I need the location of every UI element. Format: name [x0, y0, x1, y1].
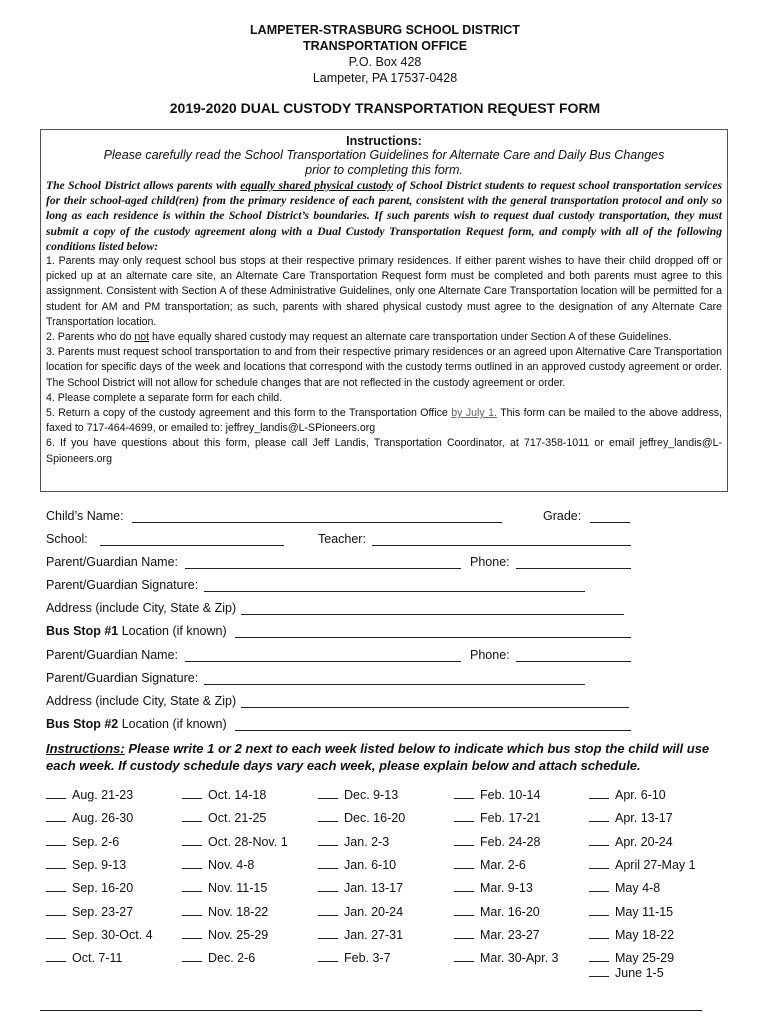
week-stop-input[interactable]: [454, 905, 474, 916]
week-row: [182, 881, 267, 895]
teacher-label: Teacher:: [318, 532, 366, 546]
week-stop-input[interactable]: [182, 788, 202, 799]
week-label: Oct. 28-Nov. 1: [208, 834, 288, 849]
week-row: [318, 905, 403, 919]
week-row: [589, 881, 660, 895]
week-row: [454, 788, 540, 802]
week-stop-input[interactable]: [318, 928, 338, 939]
week-row: [46, 951, 122, 965]
city-address: Lampeter, PA 17537-0428: [312, 71, 458, 85]
week-stop-input[interactable]: [46, 905, 66, 916]
condition-6: 6. If you have questions about this form, please call Jeff Landis, Transportation Coordinator, at 717-358-1011 or email jeffrey_landis@L-Spioneers.org: [46, 437, 722, 465]
week-label: Aug. 26-30: [72, 811, 134, 826]
week-label: Apr. 20-24: [615, 834, 673, 849]
week-row: [182, 835, 288, 849]
week-row: [46, 928, 153, 942]
phone1-label: Phone:: [470, 555, 510, 569]
week-label: Oct. 14-18: [208, 788, 267, 802]
week-stop-input[interactable]: [182, 811, 202, 822]
explanation-line[interactable]: [40, 1010, 702, 1011]
address2-input[interactable]: [241, 707, 629, 708]
week-stop-input[interactable]: [182, 928, 202, 939]
week-stop-input[interactable]: [318, 811, 338, 822]
week-stop-input[interactable]: [46, 788, 66, 799]
week-label: Nov. 4-8: [208, 857, 255, 872]
week-label: Jan. 27-31: [344, 927, 404, 942]
condition-2: 2. Parents who do not have equally shared custody may request an alternate care transportation under Section A of these Guidelines.: [46, 331, 672, 344]
bus-stop1-input[interactable]: [235, 637, 631, 638]
week-stop-input[interactable]: [182, 881, 202, 892]
week-row: [318, 858, 396, 872]
week-stop-input[interactable]: [454, 928, 474, 939]
week-row: [318, 788, 398, 802]
teacher-input[interactable]: [372, 545, 631, 546]
form-title: 2019-2020 DUAL CUSTODY TRANSPORTATION REQUEST FORM: [169, 100, 601, 116]
week-row: [454, 858, 526, 872]
week-row: [182, 951, 255, 965]
week-stop-input[interactable]: [318, 858, 338, 869]
week-row: [454, 835, 540, 849]
instructions-intro-1: Please carefully read the School Transportation Guidelines for Alternate Care and Daily Bus Changes: [103, 148, 665, 162]
week-row: [318, 951, 391, 965]
week-label: Mar. 9-13: [480, 881, 533, 896]
week-label: May 18-22: [615, 927, 675, 942]
week-label: Sep. 30-Oct. 4: [72, 927, 153, 942]
po-box: P.O. Box 428: [348, 55, 422, 69]
week-label: Dec. 2-6: [208, 951, 256, 966]
week-stop-input[interactable]: [46, 858, 66, 869]
week-label: Oct. 21-25: [208, 811, 267, 826]
week-stop-input[interactable]: [46, 835, 66, 846]
week-stop-input[interactable]: [182, 835, 202, 846]
policy-paragraph: The School District allows parents with equally shared physical custody of School District students to request school transportation services for their school-aged child(ren) from the primary residence of each parent, consistent with the general transportation protocol and only so long as each residence is within the School District’s boundaries. If such parents wish to request dual custody transportation, they must submit a copy of the custody agreement along with a Dual Custody Transportation Request form, and comply with all of the following conditions listed below:: [46, 179, 722, 253]
school-label: School:: [46, 532, 88, 546]
week-stop-input[interactable]: [454, 835, 474, 846]
week-stop-input[interactable]: [46, 811, 66, 822]
week-label: Jan. 20-24: [344, 904, 404, 919]
week-label: Jan. 13-17: [344, 881, 404, 896]
condition-3: 3. Parents must request school transportation to and from their respective primary residences or an agreed upon Alternative Care Transportation location for specific days of the week and locations that correspond with the custody terms outlined in an approved custody agreement or order. The School District will not allow for schedule changes that are not reflected in the custody agreement or order.: [46, 346, 722, 389]
grade-input[interactable]: [590, 522, 630, 523]
week-row: [318, 835, 389, 849]
week-label: Nov. 18-22: [208, 904, 269, 919]
office-name: TRANSPORTATION OFFICE: [302, 39, 468, 53]
week-row: [46, 881, 133, 895]
parent2-name-label: Parent/Guardian Name:: [46, 648, 179, 662]
parent1-name-label: Parent/Guardian Name:: [46, 555, 179, 569]
week-row: [182, 928, 268, 942]
week-row: [46, 858, 126, 872]
week-stop-input[interactable]: [589, 966, 609, 977]
week-stop-input[interactable]: [318, 835, 338, 846]
address2-label: Address (include City, State & Zip): [46, 694, 237, 708]
week-stop-input[interactable]: [318, 788, 338, 799]
week-stop-input[interactable]: [46, 881, 66, 892]
week-label: Feb. 24-28: [480, 834, 541, 849]
week-label: Nov. 25-29: [208, 927, 269, 942]
week-label: Mar. 23-27: [480, 927, 540, 942]
week-label: Jan. 2-3: [344, 834, 390, 849]
week-label: June 1-5: [615, 966, 664, 981]
week-row: [46, 811, 133, 825]
week-stop-input[interactable]: [318, 905, 338, 916]
child-name-input[interactable]: [132, 522, 502, 523]
week-label: Feb. 10-14: [480, 788, 541, 802]
week-row: [589, 966, 664, 980]
week-row: [454, 811, 540, 825]
week-row: [182, 858, 254, 872]
parent2-signature-input[interactable]: [204, 684, 585, 685]
week-row: [318, 811, 405, 825]
week-label: May 4-8: [615, 881, 661, 896]
week-stop-input[interactable]: [589, 858, 609, 869]
week-label: May 11-15: [615, 904, 674, 919]
parent1-signature-input[interactable]: [204, 591, 585, 592]
week-row: [589, 858, 696, 872]
bus-stop1-label: Bus Stop #1 Location (if known): [46, 624, 227, 638]
week-stop-input[interactable]: [46, 928, 66, 939]
week-label: Sep. 2-6: [72, 834, 120, 849]
parent2-name-input[interactable]: [185, 661, 461, 662]
week-row: [318, 928, 403, 942]
week-label: Apr. 6-10: [615, 788, 666, 802]
week-stop-input[interactable]: [454, 788, 474, 799]
address1-input[interactable]: [241, 614, 624, 615]
week-stop-input[interactable]: [589, 835, 609, 846]
week-label: Oct. 7-11: [72, 951, 123, 966]
parent1-signature-label: Parent/Guardian Signature:: [46, 578, 199, 592]
week-stop-input[interactable]: [454, 951, 474, 962]
week-label: Feb. 3-7: [344, 951, 391, 966]
week-label: Apr. 13-17: [615, 811, 673, 826]
instructions-intro-2: prior to completing this form.: [305, 163, 463, 177]
week-row: [454, 951, 559, 965]
week-stop-input[interactable]: [454, 858, 474, 869]
week-stop-input[interactable]: [589, 928, 609, 939]
phone2-label: Phone:: [470, 648, 510, 662]
week-row: [182, 811, 266, 825]
instructions-box: [40, 129, 728, 492]
week-label: Dec. 16-20: [344, 811, 406, 826]
address1-label: Address (include City, State & Zip): [46, 601, 237, 615]
week-row: [589, 835, 673, 849]
week-row: [454, 905, 540, 919]
week-row: [589, 905, 673, 919]
week-stop-input[interactable]: [182, 858, 202, 869]
week-stop-input[interactable]: [589, 905, 609, 916]
week-label: Feb. 17-21: [480, 811, 541, 826]
week-label: Mar. 16-20: [480, 904, 540, 919]
week-label: Mar. 30-Apr. 3: [480, 951, 559, 966]
week-stop-input[interactable]: [318, 951, 338, 962]
week-label: Aug. 21-23: [72, 788, 134, 802]
week-instructions: Instructions: Please write 1 or 2 next to each week listed below to indicate which bus stop the child will use each week. If custody schedule days vary each week, please explain below and attach schedule.: [46, 741, 710, 773]
grade-label: Grade:: [543, 509, 582, 523]
bus-stop2-input[interactable]: [235, 730, 631, 731]
week-stop-input[interactable]: [589, 788, 609, 799]
district-name: LAMPETER-STRASBURG SCHOOL DISTRICT: [250, 23, 520, 37]
week-stop-input[interactable]: [182, 905, 202, 916]
week-label: May 25-29: [615, 951, 675, 966]
week-label: Sep. 16-20: [72, 881, 134, 896]
week-label: Sep. 9-13: [72, 857, 127, 872]
bus-stop2-label: Bus Stop #2 Location (if known): [46, 717, 227, 731]
week-label: Sep. 23-27: [72, 904, 134, 919]
week-stop-input[interactable]: [589, 881, 609, 892]
week-row: [589, 928, 674, 942]
week-label: Jan. 6-10: [344, 857, 397, 872]
week-row: [454, 881, 533, 895]
week-label: Dec. 9-13: [344, 788, 399, 802]
week-row: [182, 905, 268, 919]
week-stop-input[interactable]: [182, 951, 202, 962]
instructions-heading: Instructions:: [346, 134, 422, 148]
child-name-label: Child’s Name:: [46, 509, 124, 523]
week-row: [589, 811, 673, 825]
week-row: [46, 835, 119, 849]
week-row: [46, 905, 133, 919]
deadline-link[interactable]: by July 1.: [451, 407, 497, 420]
week-label: Nov. 11-15: [208, 881, 268, 896]
week-row: [589, 951, 674, 965]
condition-1: 1. Parents may only request school bus stops at their respective primary residences. If either parent wishes to have their child dropped off or picked up at an alternate care site, an Alternate Care Transportation Request form must be completed and both parents must agree to this assignment. Consistent with Section A of these Administrative Guidelines, only one Alternate Care Transportation location will be permitted for a student for AM and PM transportation; as such, parents with shared physical custody must agree to the designation of any Alternate Care Transportation location.: [46, 255, 722, 328]
week-label: Mar. 2-6: [480, 857, 526, 872]
week-row: [182, 788, 266, 802]
week-row: [454, 928, 540, 942]
week-row: [46, 788, 133, 802]
week-stop-input[interactable]: [589, 951, 609, 962]
week-row: [589, 788, 666, 802]
week-stop-input[interactable]: [454, 811, 474, 822]
parent1-name-input[interactable]: [185, 568, 461, 569]
week-stop-input[interactable]: [46, 951, 66, 962]
week-stop-input[interactable]: [318, 881, 338, 892]
week-stop-input[interactable]: [454, 881, 474, 892]
school-input[interactable]: [100, 545, 284, 546]
condition-4: 4. Please complete a separate form for each child.: [46, 391, 283, 404]
parent2-signature-label: Parent/Guardian Signature:: [46, 671, 199, 685]
week-row: [318, 881, 403, 895]
condition-5: 5. Return a copy of the custody agreement and this form to the Transportation Office by July 1. This form can be mailed to the above address, faxed to 717-464-4699, or emailed to: jeffrey_landis@L-SPioneers.org: [46, 407, 722, 435]
phone1-input[interactable]: [516, 568, 631, 569]
week-stop-input[interactable]: [589, 811, 609, 822]
week-label: April 27-May 1: [615, 857, 696, 872]
phone2-input[interactable]: [516, 661, 631, 662]
